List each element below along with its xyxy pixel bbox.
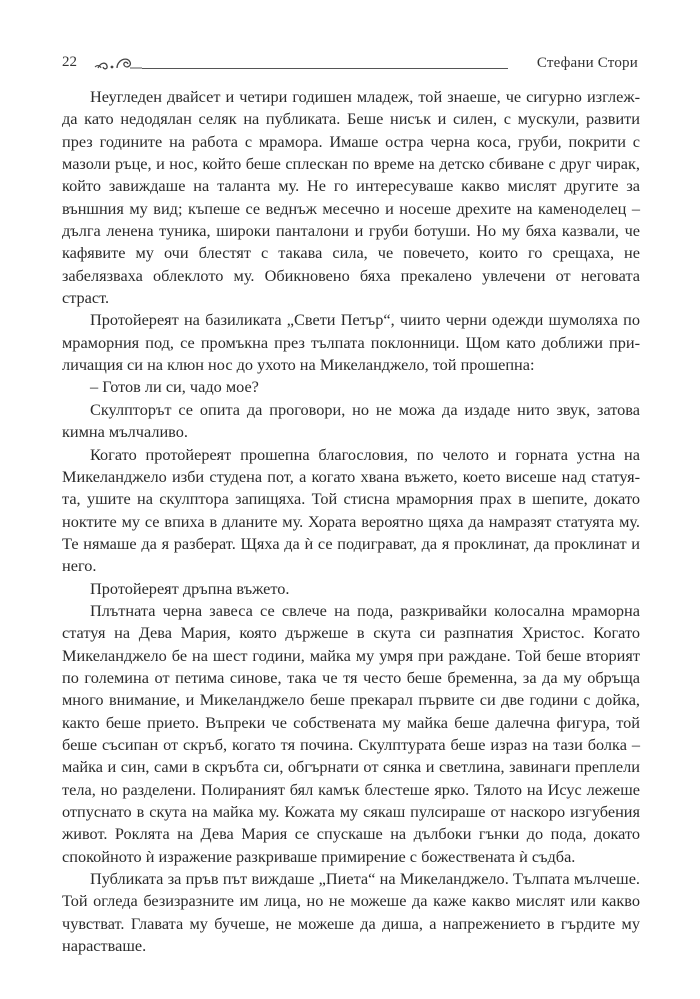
paragraph: Плътната черна завеса се свлече на пода, разкривайки колосална мраморна статуя на Дева Мария, която държеше в скута си разпнатия Христос. Когато Микеланджело бе на шест години, майка му умря при раждане. Той беше вторият по големина от петима синове, така че тя често беше бременна, за да му обръща много внимание, и Микеланджело беше прекарал първите си две години с дойка, както беше прието. Въпреки че собствената му майка беше далечна фигура, той беше съсипан от скръб, когато тя почина. Скулптурата беше израз на тази болка – майка и син, сами в скръбта си, обгърнати от сянка и светлина, завинаги преплели тела, но разделени. Полираният бял камък блестеше ярко. Тялото на Исус лежеше отпуснато в скута на майка му. Кожата му сякаш пулсираше от наскоро изгубения живот. Роклята на Дева Мария се спускаше на дълбоки гънки до пода, докато спокойното ѝ изражение разкриваше примирение с божествената ѝ съдба. xyxy=(62,600,640,866)
flourish-ornament-icon xyxy=(92,50,142,74)
paragraph: Скулпторът се опита да проговори, но не можа да издаде нито звук, затова кимна мълчаливо. xyxy=(62,399,640,442)
page-body xyxy=(62,86,640,957)
paragraph: Публиката за пръв път виждаше „Пиета“ на Микеланджело. Тълпата мълчеше. Той огледа безизразните им лица, но не можеше да каже какво мислят или какво чувстват. Главата му бучеше, не можеше да диша, а напрежението в гърдите му нарастваше. xyxy=(62,869,640,956)
page-number: 22 xyxy=(62,54,77,70)
paragraph: Протойереят на базиликата „Свети Петър“, чиито черни одежди шумоляха по мраморния под, се промъкна през тълпата поклонници. Щом като доближи приличащия си на клюн нос до ухото на Микеланджело, той прошепна: xyxy=(62,310,640,375)
page-header xyxy=(62,50,638,74)
paragraph: – Готов ли си, чадо мое? xyxy=(90,377,259,397)
header-rule xyxy=(142,68,508,69)
paragraph: Неугледен двайсет и четири годишен младеж, той знаеше, че сигурно изглежда като недодялан селяк на публиката. Беше нисък и силен, с мускули, развити през годините на работа с мрамора. Имаше остра черна коса, груби, покрити с мазоли ръце, и нос, който беше сплескан по време на детско сбиване с друг чирак, който завиждаше на таланта му. Не го интересуваше какво мислят другите за външния му вид; къпеше се веднъж месечно и носеше дрехите на каменоделец – дълга ленена туника, широки панталони и груби ботуши. Но му бяха казвали, че кафявите му очи блестят с такава сила, че повечето, които го срещаха, не забелязваха облеклото му. Обикновено бяха прекалено увлечени от неговата страст. xyxy=(62,87,640,308)
paragraph: Когато протойереят прошепна благословия, по челото и горната устна на Микеланджело изби студена пот, а когато хвана въжето, което висеше над статуята, ушите на скулптора запищяха. Той стисна мраморния прах в шепите, докато ноктите му се впиха в дланите му. Хората вероятно щяха да намразят статуята му. Те нямаше да я разберат. Щяха да ѝ се подиграват, да я проклинат, да проклинат и него. xyxy=(62,444,640,576)
running-head-author: Стефани Стори xyxy=(536,55,638,71)
paragraph: Протойереят дръпна въжето. xyxy=(90,578,290,598)
